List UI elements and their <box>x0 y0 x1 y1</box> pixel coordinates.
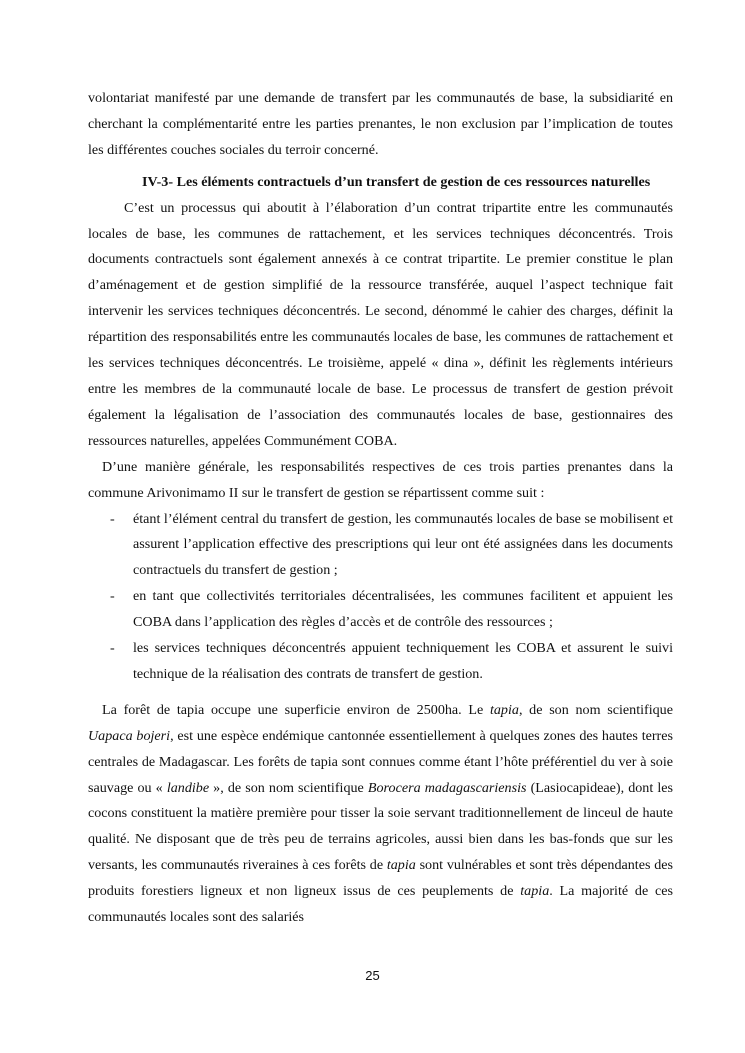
term-tapia: tapia <box>489 701 519 718</box>
intro-paragraph-end: volontariat manifesté par une demande de transfert par les communautés de base, la subsidiarité en cherchant la complémentarité entre les parties prenantes, le non exclusion par l’implication de toutes les différentes couches sociales du terroir concerné. <box>88 90 673 158</box>
page-number: 25 <box>365 968 380 983</box>
tapia-paragraph: La forêt de tapia occupe une superficie environ de 2500ha. Le tapia, de son nom scientifique Uapaca bojeri, est une espèce endémique cantonnée essentiellement à quelques zones des hautes terres centrales de Madagascar. Les forêts de tapia sont connues comme étant l’hôte préférentiel du ver à soie sauvage ou « landibe », de son nom scientifique Borocera madagascariensis (Lasiocapideae), dont les cocons constituent la matière première pour tisser la soie servant traditionnellement de linceul de haute qualité. Ne disposant que de très peu de terrains agricoles, aussi bien dans les bas-fonds que sur les versants, les communautés riveraines à ces forêts de tapia sont vulnérables et sont très dépendantes des produits forestiers ligneux et non ligneux issus de ces peuplements de tapia. La majorité de ces communautés locales sont des salariés <box>88 701 673 926</box>
list-item-text: étant l’élément central du transfert de gestion, les communautés locales de base se mobilisent et assurent l’application effective des prescriptions qui leur ont été assignées dans les documents contractuels du transfert de gestion ; <box>133 510 673 579</box>
list-dash: - <box>110 640 115 657</box>
document-page <box>88 86 673 931</box>
section-heading: IV-3- Les éléments contractuels d’un transfert de gestion de ces ressources naturelles <box>142 173 651 190</box>
responsibilities-list <box>88 507 673 688</box>
responsibilities-paragraph: D’une manière générale, les responsabilités respectives de ces trois parties prenantes dans la commune Arivonimamo II sur le transfert de gestion se répartissent comme suit : <box>88 458 673 501</box>
list-dash: - <box>110 588 115 605</box>
list-dash: - <box>110 510 115 527</box>
term-uapaca-bojeri: Uapaca bojeri <box>88 727 171 744</box>
term-tapia: tapia <box>386 857 416 874</box>
list-item <box>88 507 673 585</box>
term-borocera: Borocera madagascariensis <box>367 779 527 796</box>
list-item-text: les services techniques déconcentrés appuient techniquement les COBA et assurent le suivi technique de la réalisation des contrats de transfert de gestion. <box>133 640 673 682</box>
list-item <box>88 636 673 688</box>
term-landibe: landibe <box>166 779 210 796</box>
list-item <box>88 584 673 636</box>
contract-paragraph: C’est un processus qui aboutit à l’élaboration d’un contrat tripartite entre les communautés locales de base, les communes de rattachement, et les services techniques déconcentrés. Trois documents contractuels sont également annexés à ce contrat tripartite. Le premier constitue le plan d’aménagement et de gestion simplifié de la ressource transférée, auquel l’aspect technique fait intervenir les services techniques déconcentrés. Le second, dénommé le cahier des charges, définit la répartition des responsabilités entre les communautés locales de base, les communes de rattachement et les services techniques déconcentrés. Le troisième, appelé « dina », définit les règlements intérieurs entre les membres de la communauté locale de base. Le processus de transfert de gestion prévoit également la légalisation de l’association des communautés locales de base, gestionnaires des ressources naturelles, appelées Communément COBA. <box>88 199 673 449</box>
term-tapia: tapia <box>520 883 550 900</box>
list-item-text: en tant que collectivités territoriales décentralisées, les communes facilitent et appuient les COBA dans l’application des règles d’accès et de contrôle des ressources ; <box>133 588 673 631</box>
